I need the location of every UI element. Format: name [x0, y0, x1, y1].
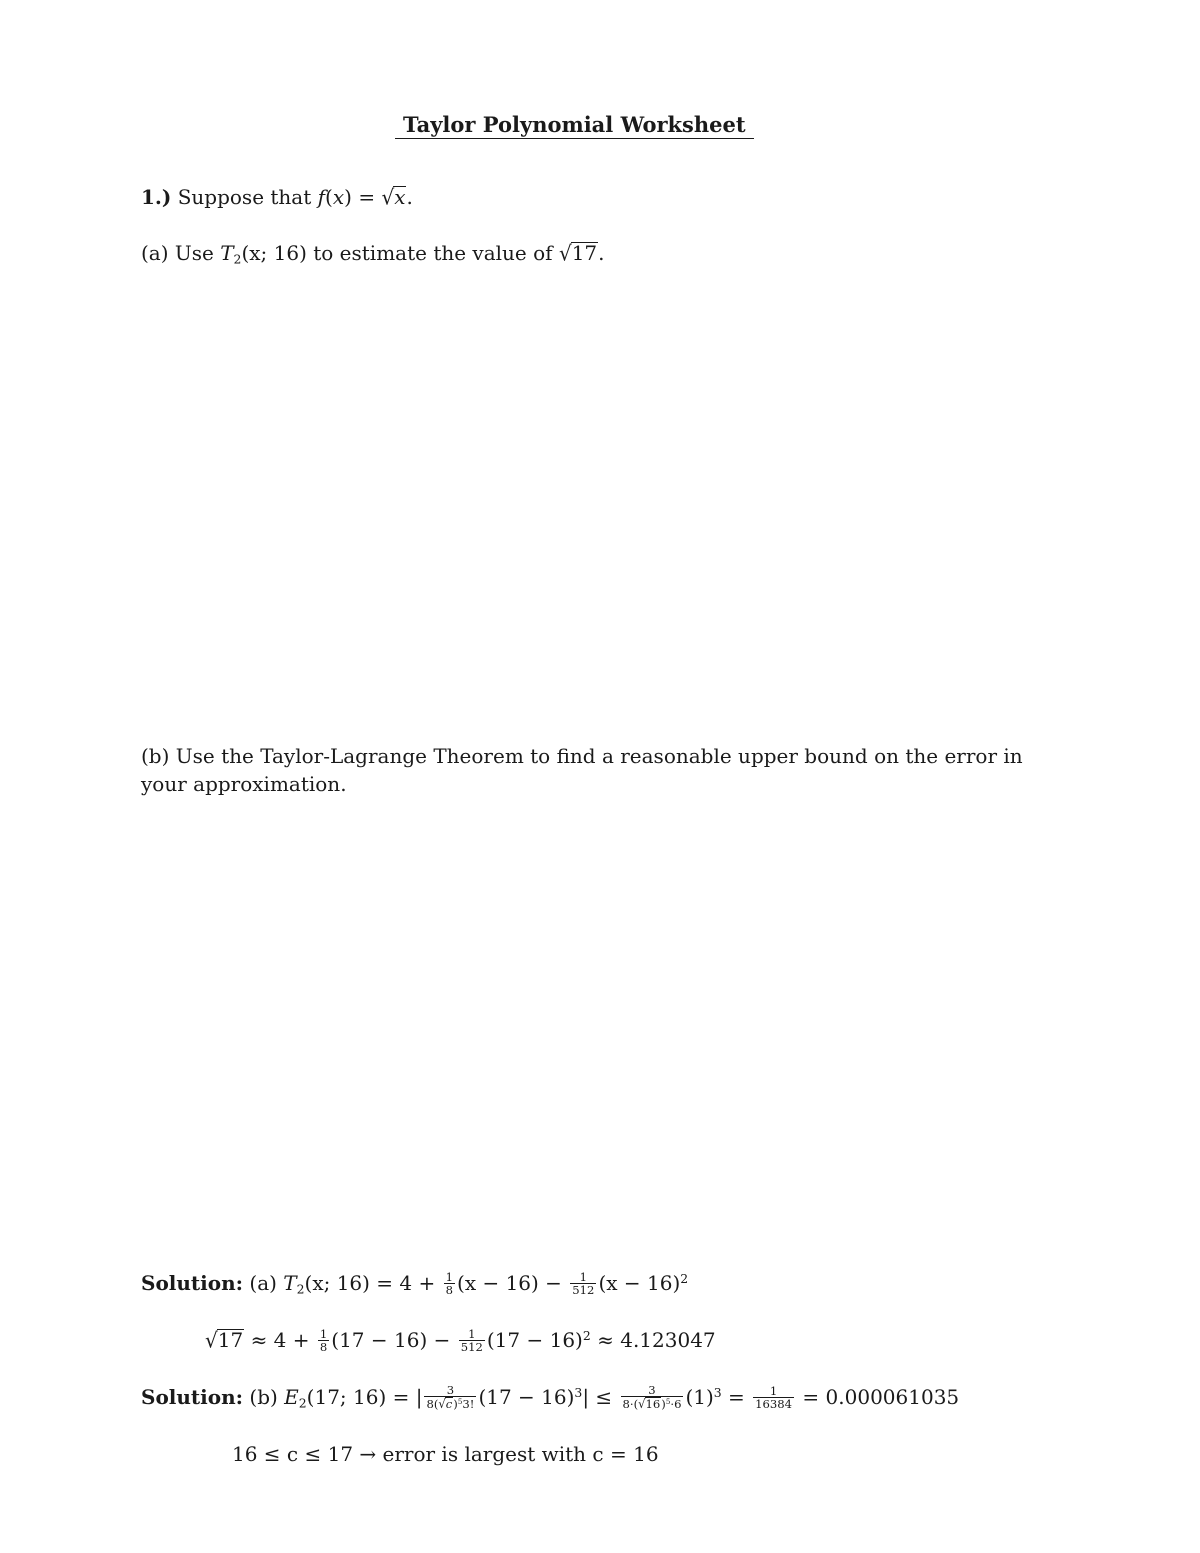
error-lhs: (17; 16) = |	[306, 1385, 423, 1409]
one-term: (1)	[685, 1385, 714, 1409]
taylor-T: T	[220, 241, 234, 265]
leq-sign: | ≤	[582, 1385, 613, 1409]
part-a-text: to estimate the value of	[313, 241, 553, 265]
period: .	[406, 185, 413, 209]
approx-result: ≈ 4.123047	[597, 1328, 716, 1352]
fraction-one-512: $\frac{1}{512}$	[572, 1269, 595, 1297]
approx-lhs: ≈ 4 +	[250, 1328, 310, 1352]
part-b-question: (b) Use the Taylor-Lagrange Theorem to find a reasonable upper bound on the error in your approximation.	[141, 744, 1023, 796]
radicand-17: 17	[571, 241, 598, 265]
radical-sign: √	[205, 1327, 218, 1353]
solution-label: Solution:	[141, 1271, 244, 1295]
solution-b-line-1	[141, 1384, 959, 1412]
fraction-bound: $\frac{3}{8\cdot(√16)^5\cdot 6}$	[622, 1383, 682, 1412]
taylor-subscript: 2	[296, 1281, 305, 1297]
fraction-one-512: $\frac{1}{512}$	[460, 1326, 483, 1354]
solution-b-line-2: 16 ≤ c ≤ 17 → error is largest with c = 16	[232, 1442, 659, 1466]
problem-text: Suppose that	[177, 185, 312, 209]
equals-sign: =	[728, 1385, 745, 1409]
part-a-question	[141, 240, 605, 266]
solution-a-line-1	[141, 1270, 688, 1297]
taylor-lhs: (x; 16) = 4 +	[304, 1271, 436, 1295]
error-subscript: 2	[298, 1395, 307, 1411]
period: .	[598, 241, 605, 265]
error-result: = 0.000061035	[802, 1385, 960, 1409]
problem-1-statement: 1.) Suppose that f(x) = √x.	[141, 184, 413, 210]
solution-part: (a)	[249, 1271, 277, 1295]
taylor-mid: (x − 16) −	[457, 1271, 562, 1295]
error-mid: (17 − 16)	[478, 1385, 575, 1409]
solution-a-line-2	[205, 1327, 716, 1354]
function-arg: x	[332, 185, 345, 209]
taylor-T: T	[283, 1271, 297, 1295]
equals-sign: =	[358, 185, 376, 209]
fraction-remainder: $\frac{3}{8(√c)^53!}$	[426, 1383, 475, 1412]
radicand-17: 17	[217, 1328, 244, 1352]
part-a-label: (a) Use	[141, 241, 214, 265]
radical-sign: √	[381, 184, 395, 210]
exponent: 2	[582, 1328, 591, 1344]
fraction-one-eighth: $\frac{1}{8}$	[319, 1326, 328, 1354]
solution-part: (b)	[249, 1385, 278, 1409]
approx-tail: (17 − 16)	[486, 1328, 583, 1352]
exponent: 2	[680, 1271, 689, 1287]
taylor-args: (x; 16)	[241, 241, 307, 265]
radicand-x: x	[394, 185, 406, 209]
taylor-subscript: 2	[233, 251, 242, 267]
solution-label: Solution:	[141, 1385, 244, 1409]
error-E: E	[284, 1385, 299, 1409]
function-f: f	[317, 185, 326, 209]
radical-sign: √	[558, 240, 572, 266]
worksheet-title: Taylor Polynomial Worksheet	[395, 112, 754, 139]
fraction-one-16384: $\frac{1}{16384}$	[755, 1383, 793, 1411]
taylor-tail: (x − 16)	[598, 1271, 681, 1295]
approx-mid: (17 − 16) −	[331, 1328, 451, 1352]
problem-number: 1.)	[141, 185, 172, 209]
exponent: 3	[574, 1385, 583, 1401]
fraction-one-eighth: $\frac{1}{8}$	[445, 1269, 454, 1297]
exponent: 3	[713, 1385, 722, 1401]
